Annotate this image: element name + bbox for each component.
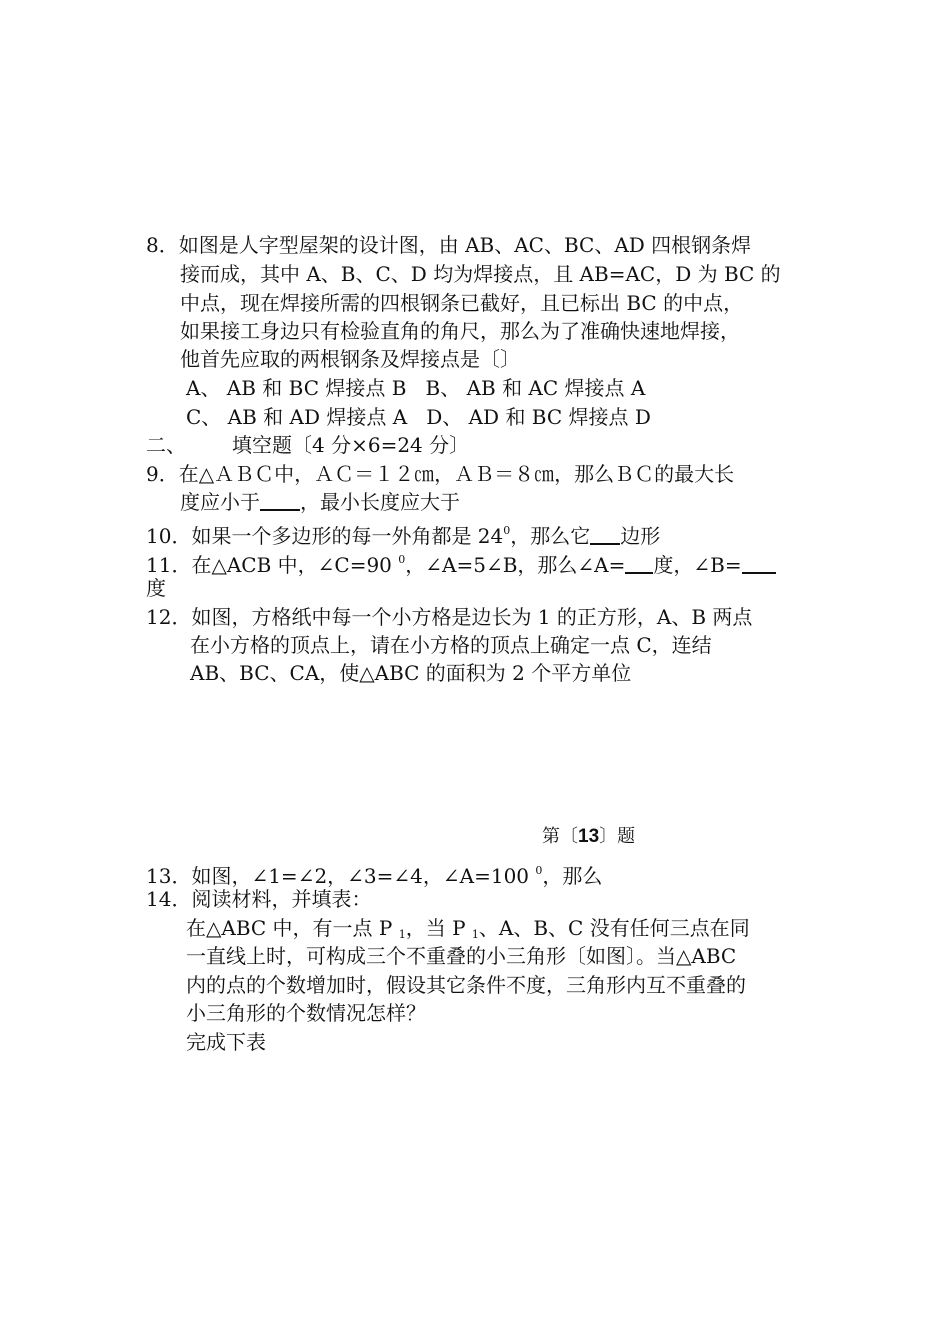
q13-superscript: 0 bbox=[535, 864, 543, 877]
q11-text-b: ，∠A=5∠B，那么∠A= bbox=[405, 553, 626, 577]
q8-line-5: 他首先应取的两根钢条及焊接点是〔〕 bbox=[180, 347, 520, 371]
q10-answer-blank[interactable] bbox=[590, 523, 620, 545]
figure-caption-suffix: 〕题 bbox=[599, 826, 636, 847]
figure-caption-number: 13 bbox=[578, 826, 600, 847]
q8-number: 8． bbox=[146, 233, 179, 257]
q14-text-c: 、A、B、C 没有任何三点在同 bbox=[478, 916, 750, 940]
q13-text-b: ，那么 bbox=[542, 864, 603, 888]
q10-text-c: 边形 bbox=[620, 524, 661, 548]
q14-subscript-2: 1 bbox=[471, 928, 479, 941]
q14-text-b: ，当 P bbox=[405, 916, 466, 940]
q14-text-a: 在△ABC 中，有一点 P bbox=[186, 916, 393, 940]
q13-line bbox=[146, 858, 602, 889]
q14-number: 14． bbox=[146, 887, 192, 911]
q11-line-1 bbox=[146, 547, 776, 578]
q12-number: 12． bbox=[146, 605, 192, 629]
q10-line bbox=[146, 518, 660, 549]
q10-text-b: ，那么它 bbox=[510, 524, 591, 548]
q9-text-a: 度应小于 bbox=[180, 490, 260, 514]
q10-number: 10． bbox=[146, 524, 192, 548]
q12-line-1 bbox=[146, 604, 752, 630]
q13-number: 13． bbox=[146, 864, 192, 888]
q9-text-b: ，最小长度应大于 bbox=[300, 490, 460, 514]
q10-superscript: 0 bbox=[503, 524, 511, 537]
q11-text-c: 度，∠B= bbox=[653, 553, 742, 577]
q12-line-3: AB、BC、CA，使△ABC 的面积为 2 个平方单位 bbox=[190, 661, 632, 685]
q14-line-title bbox=[146, 886, 371, 912]
q8-line-2: 接而成，其中 A、B、C、D 均为焊接点，且 AB=AC，D 为 BC 的 bbox=[180, 262, 781, 286]
section-2-label: 二、 bbox=[146, 433, 186, 457]
q14-line-5: 完成下表 bbox=[186, 1030, 266, 1054]
q12-text: 如图，方格纸中每一个小方格是边长为 1 的正方形，A、B 两点 bbox=[191, 605, 753, 629]
q8-options-row-2: C、 AB 和 AD 焊接点 A D、 AD 和 BC 焊接点 D bbox=[186, 405, 651, 429]
section-2-heading bbox=[146, 432, 469, 458]
q11-superscript: 0 bbox=[398, 553, 406, 566]
q11-answer-blank-b[interactable] bbox=[742, 552, 776, 574]
q11-answer-blank-a[interactable] bbox=[625, 552, 653, 574]
q13-text-a: 如图，∠1=∠2，∠3=∠4，∠A=100 bbox=[191, 864, 530, 888]
q14-line-4: 小三角形的个数情况怎样？ bbox=[186, 1001, 426, 1025]
q11-line-2: 度 bbox=[146, 576, 166, 600]
q14-line-3: 内的点的个数增加时，假设其它条件不度，三角形内互不重叠的 bbox=[186, 973, 746, 997]
q8-line-3: 中点，现在焊接所需的四根钢条已截好，且已标出 BC 的中点， bbox=[180, 291, 744, 315]
q9-answer-blank-max[interactable] bbox=[260, 489, 300, 511]
q8-line-1 bbox=[146, 232, 751, 258]
section-2-title: 填空题〔4 分×6=24 分〕 bbox=[232, 433, 470, 457]
q11-number: 11． bbox=[146, 553, 192, 577]
q10-text-a: 如果一个多边形的每一外角都是 24 bbox=[191, 524, 504, 548]
q8-line-4: 如果接工身边只有检验直角的角尺，那么为了准确快速地焊接， bbox=[180, 319, 740, 343]
q8-text: 如图是人字型屋架的设计图，由 AB、AC、BC、AD 四根钢条焊 bbox=[178, 233, 752, 257]
figure-caption bbox=[542, 822, 635, 848]
figure-caption-prefix: 第〔 bbox=[542, 826, 578, 847]
q14-line-2: 一直线上时，可构成三个不重叠的小三角形〔如图〕。当△ABC bbox=[186, 944, 737, 968]
q14-subscript-1: 1 bbox=[398, 928, 406, 941]
q9-number: 9． bbox=[146, 462, 179, 486]
q14-title: 阅读材料，并填表： bbox=[191, 887, 372, 911]
q8-options-row-1: A、 AB 和 BC 焊接点 B B、 AB 和 AC 焊接点 A bbox=[186, 376, 646, 400]
q12-line-2: 在小方格的顶点上，请在小方格的顶点上确定一点 C，连结 bbox=[190, 633, 712, 657]
q9-line-1 bbox=[146, 461, 734, 487]
q9-text: 在△ＡＢＣ中，ＡＣ＝１２㎝，ＡＢ＝８㎝，那么ＢＣ的最大长 bbox=[178, 462, 735, 486]
q11-text-a: 在△ACB 中，∠C=90 bbox=[191, 553, 392, 577]
q9-line-2 bbox=[180, 489, 460, 515]
